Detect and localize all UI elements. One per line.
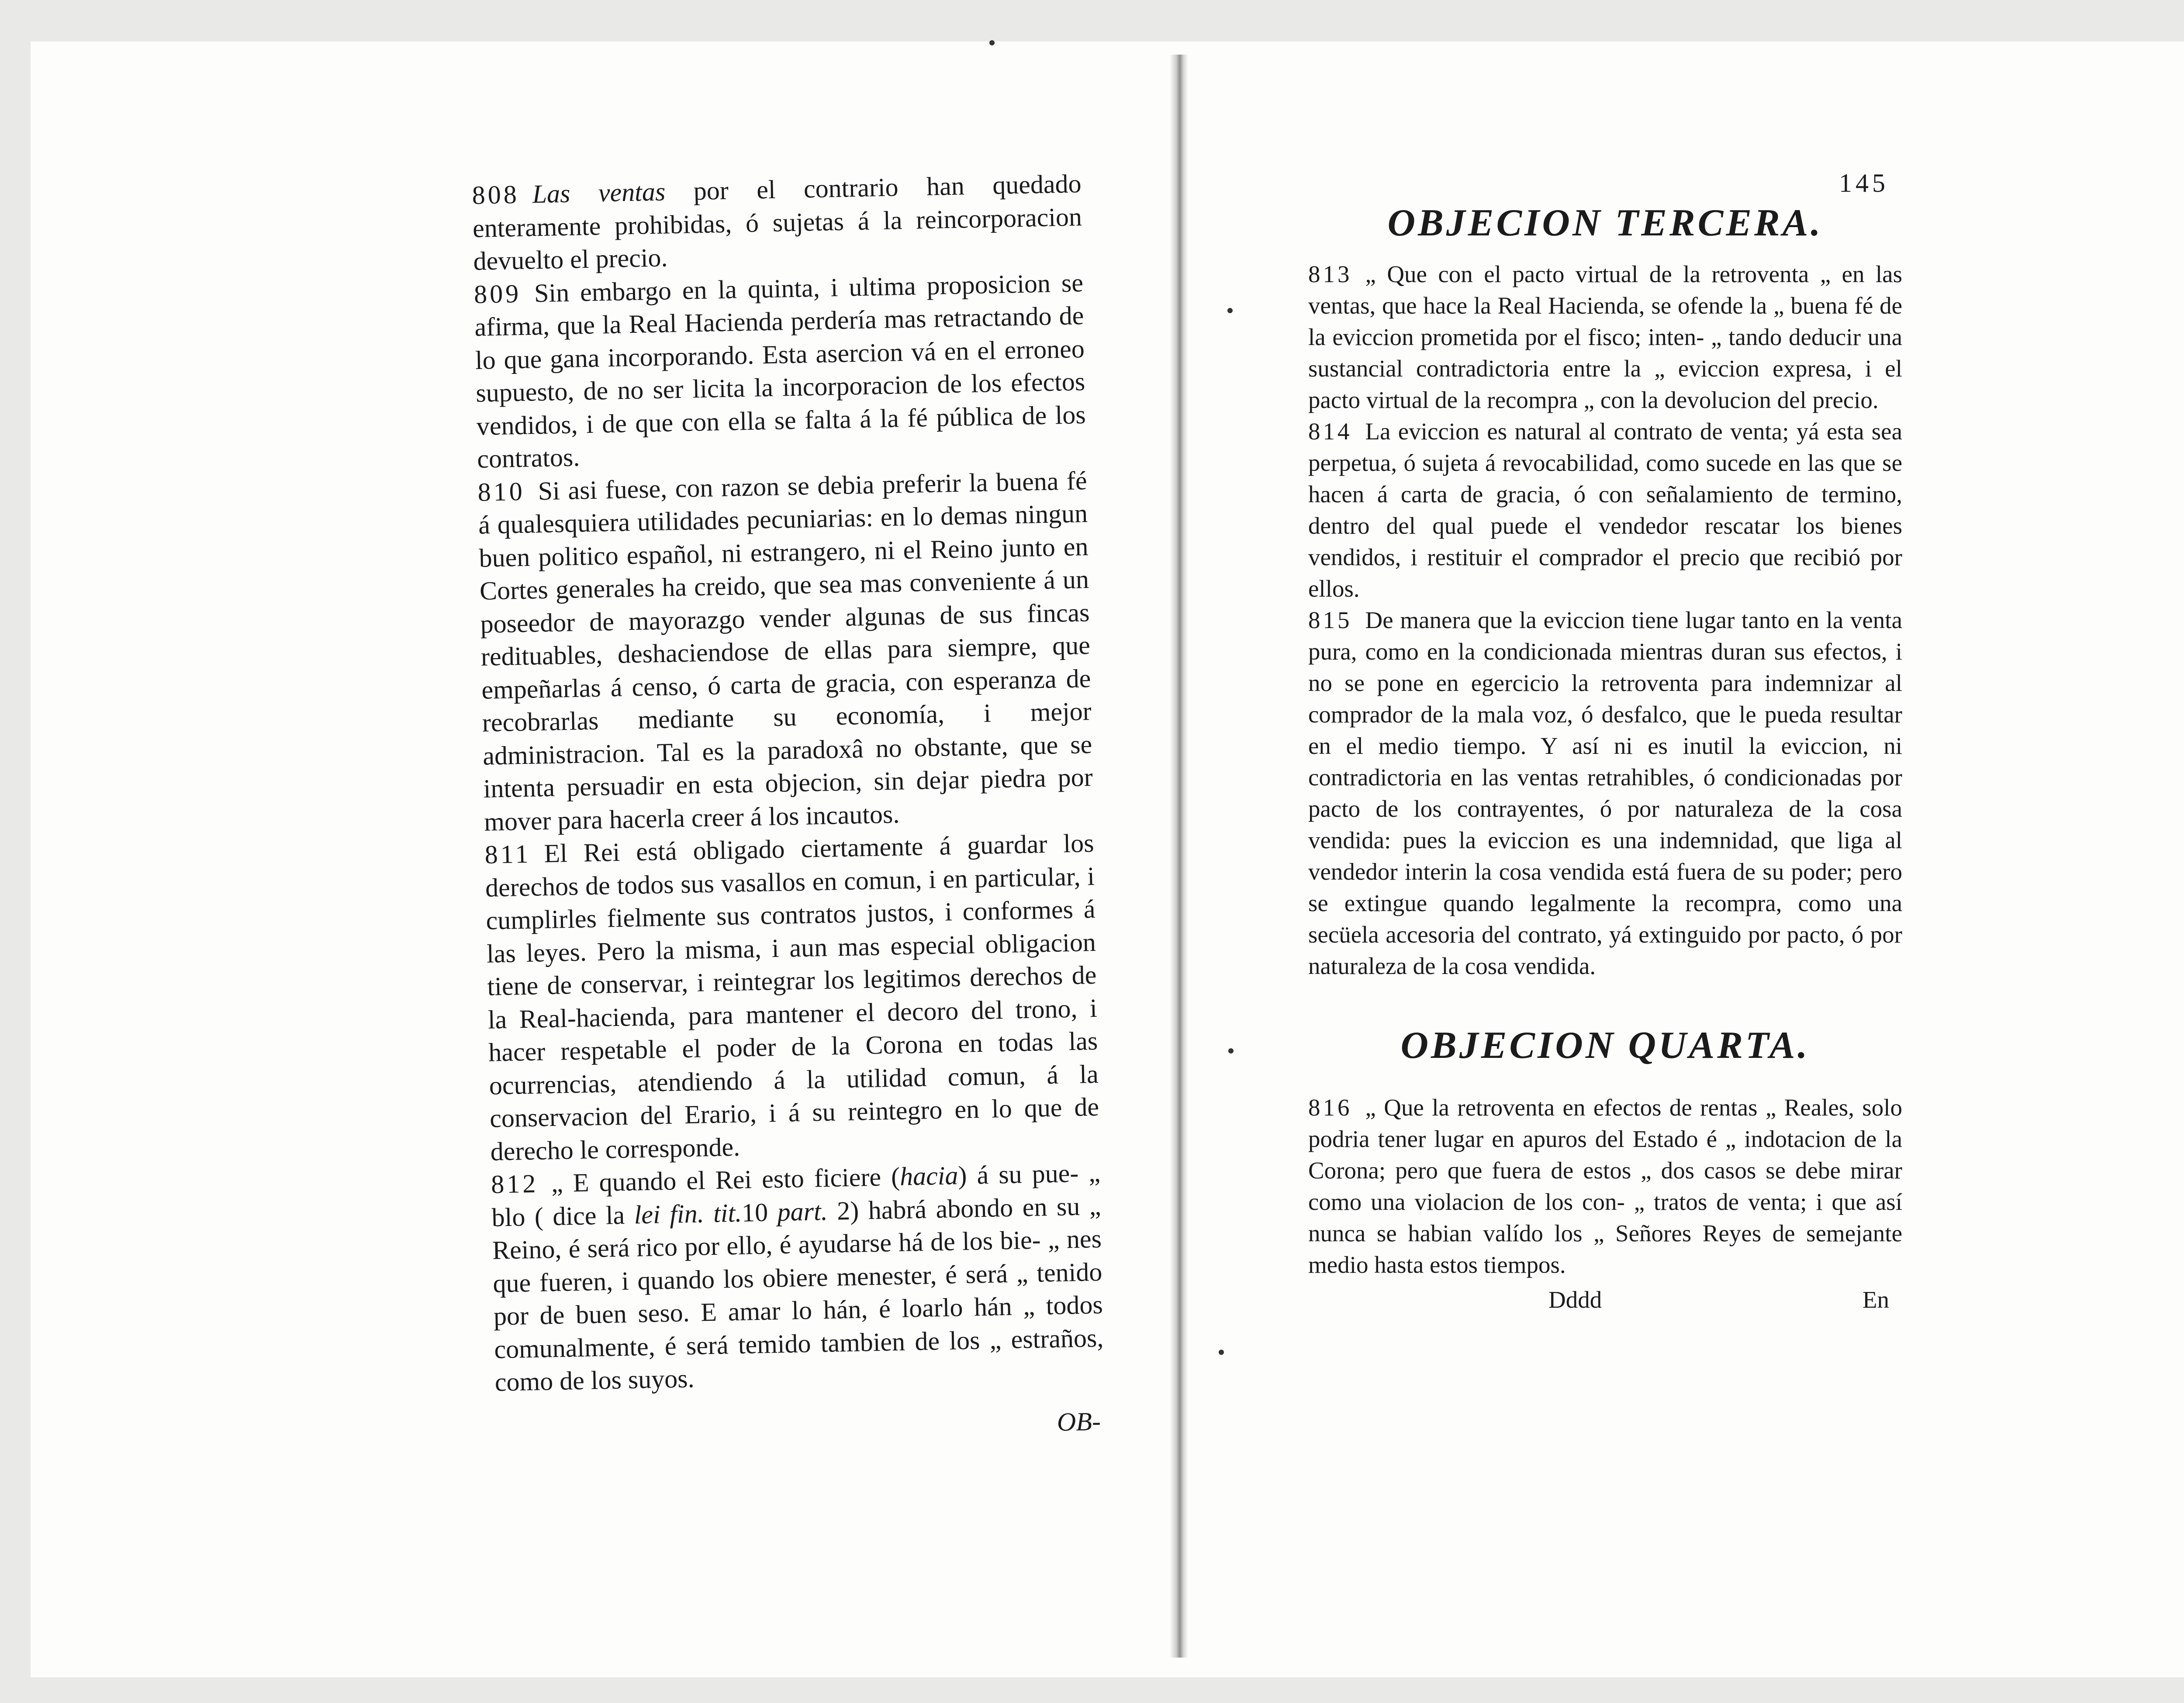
italic-text: Las ventas (532, 177, 666, 209)
paragraph-number: 809 (473, 279, 522, 309)
scan-speck (1228, 1048, 1234, 1054)
left-paragraphs (472, 167, 1104, 1399)
page-number: 145 (1839, 169, 1889, 197)
book-gutter (1170, 55, 1188, 1658)
scan-speck (1227, 308, 1233, 313)
paragraph-text: ) á su pue- „ blo ( dice la (491, 1158, 1101, 1232)
right-catchword: En (1862, 1286, 1889, 1313)
paragraph-816 (1308, 1092, 1902, 1281)
paragraph-text: 2) habrá abondo en su „ Reino, é será rico por ello, é ayudarse há de los bie- „ nes que fueren, i quando los obiere menester, é será „ tenido por de buen seso. E amar lo hán, é loarlo hán „ todos comunalmente, é será temido tambien de los „ estraños, como de los suyos. (492, 1191, 1104, 1397)
paragraph-810 (477, 464, 1094, 839)
paragraph-808 (472, 167, 1083, 278)
signature-mark: Dddd (1548, 1286, 1602, 1313)
heading-objecion-quarta: OBJECION QUARTA. (1400, 1024, 1810, 1067)
paragraph-number: 811 (484, 839, 532, 869)
scan-speck (1219, 1350, 1224, 1355)
italic-text: lei fin. tit. (634, 1198, 742, 1229)
paragraph-809 (473, 266, 1086, 476)
paragraph-814 (1308, 416, 1902, 605)
paragraph-number: 810 (477, 477, 525, 507)
paragraph-number: 812 (491, 1169, 539, 1199)
page-footer (1308, 1284, 1902, 1316)
paragraph-number: 808 (472, 180, 520, 210)
paragraph-812 (491, 1157, 1104, 1399)
paragraph-text: 10 (741, 1197, 778, 1227)
paragraph-text: De manera que la eviccion tiene lugar tanto en la venta pura, como en la condicionada mientras duran sus efectos, i no se pone en egercicio la retroventa para indemnizar al comprador de la mala voz, ó desfalco, que le pueda resultar en el medio tiempo. Y así ni es inutil la eviccion, ni contradictoria en las ventas retrahibles, ó condicionadas por pacto de los contrayentes, ó por naturaleza de la cosa vendida: pues la eviccion es una indemnidad, que liga al vendedor interin la cosa vendida está fuera de su poder; pero se extingue quando legalmente la recompra, como una secüela accesoria del contrato, yá extinguido por pacto, ó por naturaleza de la cosa vendida. (1308, 607, 1902, 979)
paragraph-813 (1308, 259, 1902, 416)
paragraph-text: Sin embargo en la quinta, i ultima proposicion se afirma, que la Real Hacienda perdería mas retractando de lo que gana incorporando. Esta asercion vá en el erroneo supuesto, de no ser licita la incorporacion de los efectos vendidos, i de que con ella se falta á la fé pública de los contratos. (474, 268, 1086, 473)
italic-text: hacia (899, 1161, 959, 1191)
paragraph-number: 816 (1308, 1094, 1352, 1121)
paragraph-number: 815 (1308, 607, 1352, 633)
scan-speck (989, 40, 995, 45)
paragraph-text: El Rei está obligado ciertamente á guardar los derechos de todos sus vasallos en comun, i en particular, i cumplirles fielmente sus contratos justos, i conformes á las leyes. Pero la misma, i aun mas especial obligacion tiene de conservar, i reintegrar los legitimos derechos de la Real-hacienda, para mantener el decoro del trono, i hacer respetable el poder de la Corona en todas las ocurrencias, atendiendo á la utilidad comun, á la conservacion del Erario, i á su reintegro en lo que de derecho le corresponde. (485, 828, 1099, 1166)
paragraph-text: La eviccion es natural al contrato de venta; yá esta sea perpetua, ó sujeta á revocabilidad, como sucede en las que se hacen á carta de gracia, ó con señalamiento de termino, dentro del qual puede el vendedor rescatar los bienes vendidos, i restituir el comprador el precio que recibió por ellos. (1308, 418, 1902, 602)
paragraph-text: „ Que con el pacto virtual de la retroventa „ en las ventas, que hace la Real Hacienda, se ofende la „ buena fé de la eviccion prometida por el fisco; inten- „ tando deducir una sustancial contradictoria entre la „ eviccion expresa, i el pacto virtual de la recompra „ con la devolucion del precio. (1308, 261, 1902, 413)
paragraph-815 (1308, 605, 1902, 982)
right-page (1308, 157, 1902, 1316)
paragraph-number: 813 (1308, 261, 1352, 287)
right-paragraphs-1 (1308, 259, 1902, 982)
paragraph-text: „ E quando el Rei esto ficiere ( (551, 1162, 900, 1198)
left-catchword: OB- (1057, 1406, 1101, 1437)
paragraph-number: 814 (1308, 418, 1352, 445)
italic-text: part. (777, 1196, 828, 1226)
paragraph-text: por el contrario han quedado enteramente prohibidas, ó sujetas á la reincorporacion devuelto el precio. (472, 169, 1082, 276)
paragraph-811 (484, 827, 1100, 1168)
left-page (472, 167, 1106, 1449)
paragraph-text: Si asi fuese, con razon se debia preferir la buena fé á qualesquiera utilidades pecuniarias: en lo demas ningun buen politico español, ni estrangero, ni el Reino junto en Cortes generales ha creido, que sea mas conveniente á un poseedor de mayorazgo vender algunas de sus fincas redituables, deshaciendose de ellas para siempre, que empeñarlas á censo, ó carta de gracia, con esperanza de recobrarlas mediante su economía, i mejor administracion. Tal es la paradoxâ no obstante, que se intenta persuadir en esta objecion, sin dejar piedra por mover para hacerla creer á los incautos. (478, 466, 1093, 836)
heading-objecion-tercera: OBJECION TERCERA. (1387, 202, 1823, 244)
paragraph-text: „ Que la retroventa en efectos de rentas „ Reales, solo podria tener lugar en apuros del Estado é „ indotacion de la Corona; pero que fuera de estos „ dos casos se debe mirar como una violacion de los con- „ tratos de venta; i que así nunca se habian valído los „ Señores Reyes de semejante medio hasta estos tiempos. (1308, 1094, 1902, 1278)
right-paragraphs-2 (1308, 1092, 1902, 1281)
